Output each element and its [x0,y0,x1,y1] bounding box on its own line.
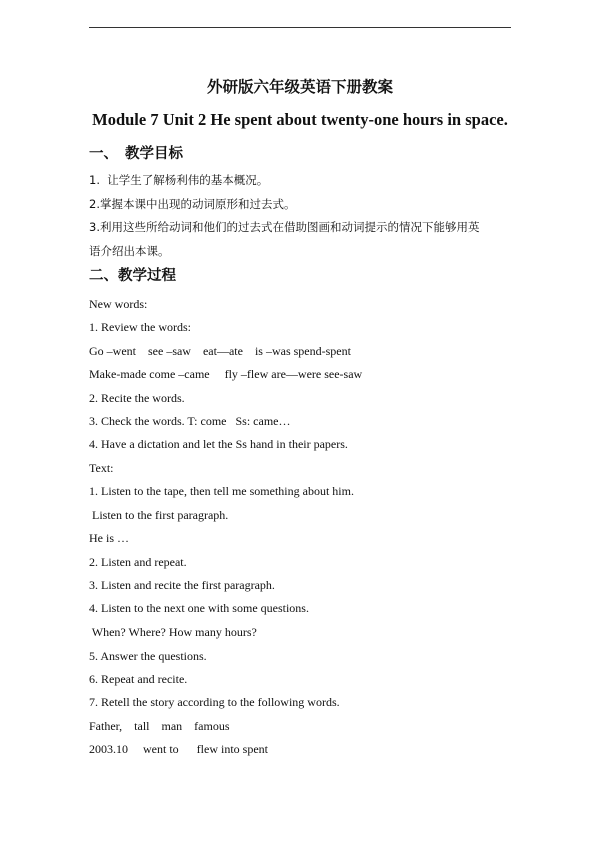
section-heading-objectives [89,144,183,164]
objective-item-1: 1. 让学生了解杨利伟的基本概况。 [89,173,269,187]
process-line: 6. Repeat and recite. [89,672,188,686]
process-line: New words: [89,297,148,311]
process-line: 3. Listen and recite the first paragraph. [89,578,275,592]
process-line: 2. Listen and repeat. [89,555,187,569]
process-line: 1. Review the words: [89,320,191,334]
process-line: Father, tall man famous [89,719,230,733]
process-line: 5. Answer the questions. [89,649,207,663]
process-line: 2003.10 went to flew into spent [89,742,268,756]
process-line: Make-made come –came fly –flew are—were see-saw [89,367,363,381]
process-line: He is … [89,531,129,545]
process-line: Text: [89,461,114,475]
process-line: Go –went see –saw eat—ate is –was spend-spent [89,344,351,358]
process-line: 2. Recite the words. [89,391,185,405]
section-title: 教学目标 [125,146,183,162]
header-rule [89,27,511,28]
section-number: 一、 [89,146,118,162]
document-title-english: Module 7 Unit 2 He spent about twenty-one hours in space. [92,110,508,129]
process-line: Listen to the first paragraph. [89,508,229,522]
objective-item-2: 2.掌握本课中出现的动词原形和过去式。 [89,197,296,211]
document-title-chinese: 外研版六年级英语下册教案 [206,78,393,96]
objective-item-3-continued: 语介绍出本课。 [89,244,170,258]
process-line: 4. Have a dictation and let the Ss hand in their papers. [89,437,348,451]
section-heading-process: 二、教学过程 [89,268,176,284]
process-line: 1. Listen to the tape, then tell me something about him. [89,484,354,498]
objective-item-3: 3.利用这些所给动词和他们的过去式在借助图画和动词提示的情况下能够用英 [89,220,480,234]
process-line: 3. Check the words. T: come Ss: came… [89,414,291,428]
process-line: 7. Retell the story according to the following words. [89,695,340,709]
process-line: When? Where? How many hours? [89,625,257,639]
process-line: 4. Listen to the next one with some questions. [89,601,309,615]
